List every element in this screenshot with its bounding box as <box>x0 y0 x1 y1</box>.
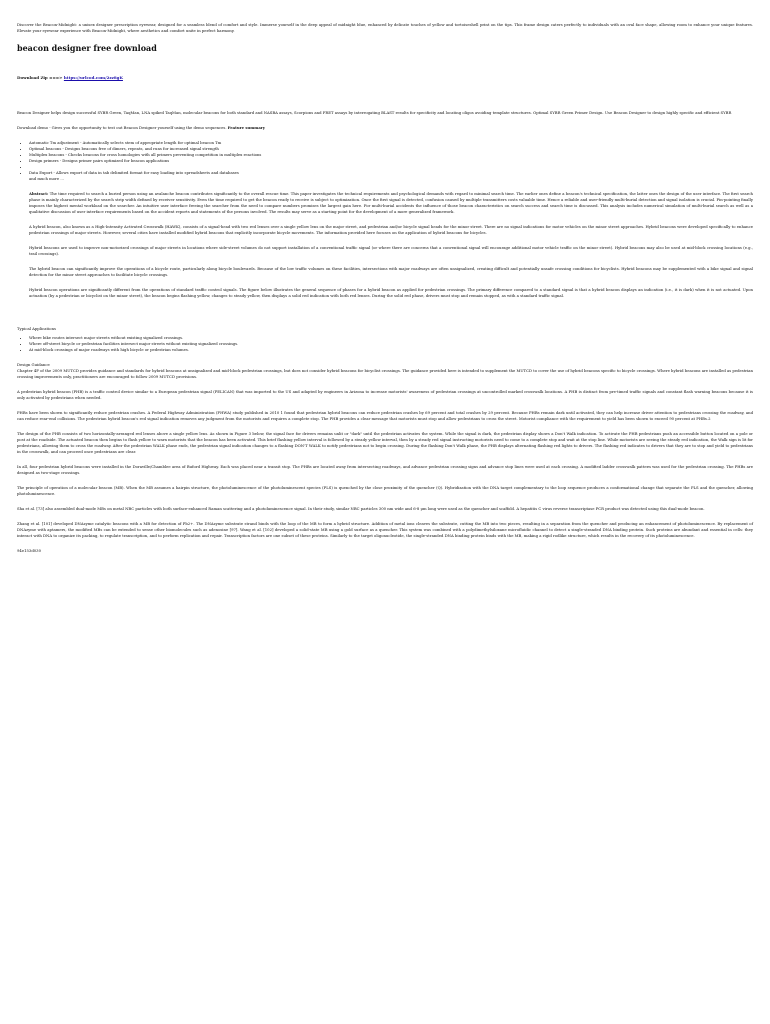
list-item: • Where bike routes intersect major streets without existing signalized crossings. <box>29 335 753 341</box>
hawk-paragraph: Hybrid beacons are used to improve non-motorized crossings of major streets in locations where side-street volumes do not support installation of a conventional traffic signal (or where there are concerns that a conventional signal will encourage additional motor vehicle traffic on the minor street). Hybrid beacons may also be used at mid-block crossing locations (e.g., trail crossings). <box>29 245 753 256</box>
footer-code: 94e153d030 <box>17 548 42 553</box>
mb-paragraph: The principle of operation of a molecular beacon (MB). When the MB assumes a hairpin structure, the photoluminescence of the photoluminescent species (PLS) is quenched by the close proximity of the quencher (Q). Hybridization with the DNA target complementary to the loop sequence produces a conformational change that separate the PLS and the quencher, allowing photoluminescence. <box>17 485 753 496</box>
list-item: • Optimal beacons - Designs beacons free of dimers, repeats, and runs for increased signal strength <box>29 146 753 152</box>
overview-paragraph: Beacon Designer helps design successful SYBR Green, TaqMan, LNA spiked TaqMan, molecular beacons for both standard and NASBA assays, Scorpions and FRET assays by interrogating BLAST results for specificity and locating oligos avoiding template structures. Optimal SYBR Green Primer Design. Use Beacon Designer to design highly specific and efficient SYBR <box>17 110 732 115</box>
mb-paragraph: Sha et al. [73] also assembled dual-mode MBs on metal NBC particles with both surface-enhanced Raman scattering and a photoluminescence signal. In their study, similar NBC particles 300 nm wide and 6-8 μm long were used as the quencher and scaffold. A hepatitis C virus reverse transcriptase PCR product was detected using this dual-mode beacon. <box>17 506 705 511</box>
abstract-text: The time required to search a buried person using an avalanche beacon contributes significantly to the overall rescue time. This paper investigates the technical requirements and psychological demands with regard to minimal search time. The earlier ones define a beacon's technical specification, the latter ones the design of the user interface. The first search phase is mainly characterized by the search strip width defined by receiver sensitivity. Even the time required to get the beacon ready to receive is subject to optimization. Once the first signal is detected, confusion caused by multiple transmitters costs valuable time. Hence a reliable and user-friendly multi-burial detection and signal isolation is crucial. Pin-pointing finally imposes the highest mental workload on the searcher. An intuitive user interface freeing the searcher from the need to compare numbers promises the largest gain here. For multi-burial accidents the influence of those beacon characteristics on search success and search time is discussed. This analysis includes numerical simulation of multi-burial search as well as a qualitative discussion of user interface requirements based on the accident reports and statements of the persons involved. The results may serve as a starting point for the development of a more generalized framework. <box>29 191 753 214</box>
download-link[interactable]: https://urlcod.com/2zz8gK <box>63 75 123 80</box>
download-label: Download Zip ===> <box>17 75 64 80</box>
typical-applications-title: Typical Applications <box>17 326 56 331</box>
hawk-paragraph: A hybrid beacon, also known as a High-Intensity Activated Crosswalk (HAWK), consists of a signal-head with two red lenses over a single yellow lens on the major street, and pedestrian and/or bicycle signal heads for the minor street. There are no signal indications for motor vehicles on the minor street approaches. Hybrid beacons were developed specifically to enhance pedestrian crossings of major streets. However, several cities have installed modified hybrid beacons that explicitly incorporate bicycle movements. The information provided here focuses on the application of hybrid beacons for bicycles. <box>29 224 753 235</box>
abstract-paragraph <box>29 191 753 215</box>
phb-paragraph: The design of the PHB consists of two horizontally-arranged red lenses above a single yellow lens. As shown in Figure 3 below, the signal face for drivers remains unlit or "dark" until the pedestrian activates the system. While the signal is dark, the pedestrian display shows a Don't Walk indication. To activate the PHB pedestrians push an accessible button located on a pole or post at the roadside. The actuated beacon then begins to flash yellow to warn motorists that the beacon has been activated. This brief flashing yellow interval is followed by a steady yellow interval, then by a steady red signal instructing motorists need to come to a complete stop and wait at the stop line. While motorists are seeing the steady red indication, the Walk sign is lit for pedestrians, allowing them to cross the roadway. After the pedestrian WALK phase ends, the pedestrian signal indication changes to a flashing DON'T WALK to notify pedestrians not to begin crossing. During the flashing Don't Walk phase, the PHB displays alternating flashing red lights to drivers. The flashing red indicates to drivers that they are to stop and yield to pedestrians in the crosswalk, and can proceed once pedestrians are clear. <box>17 431 753 454</box>
demo-paragraph <box>17 125 753 131</box>
feature-text: Data Export - Allows export of data in tab delimited format for easy loading into spreadsheets and databases <box>29 170 239 175</box>
phb-paragraph: A pedestrian hybrid beacon (PHB) is a traffic control device similar to a European pedestrian signal (PELICAN) that was imported to the US and adapted by engineers in Arizona to increase motorists' awareness of pedestrian crossings at uncontrolled marked crosswalk locations. A PHB is distinct from pre-timed traffic signals and constant flash warning beacons because it is only activated by pedestrians when needed. <box>17 389 753 400</box>
list-item: • Where off-street bicycle or pedestrian facilities intersect major streets without existing signalized crossings. <box>29 341 753 347</box>
page-title: beacon designer free download <box>17 43 157 53</box>
hawk-paragraph: The hybrid beacon can significantly improve the operations of a bicycle route, particularly along bicycle boulevards. Because of the low traffic volumes on these facilities, intersections with major roadways are often unsignalized, creating difficult and potentially unsafe crossing conditions for bicyclists. Hybrid beacons may be supplemented with a bike signal and signal detection for the minor street approaches to facilitate bicycle crossings. <box>29 266 753 277</box>
intro-paragraph: Discover the Beacon-Midnight: a unisex designer prescription eyewear, designed for a seamless blend of comfort and style. Immerse yourself in the deep appeal of midnight blue, enhanced by delicate touches of yellow and tortoiseshell print on the tips. This frame design caters perfectly to individuals with an oval face shape, allowing room to enhance your unique features. Elevate your eyewear experience with Beacon-Midnight, where aesthetics and comfort unite in perfect harmony. <box>17 22 753 33</box>
list-item: • Design primers - Designs primer pairs optimized for beacon applications <box>29 158 753 164</box>
abstract-label: Abstract: <box>29 191 49 196</box>
feature-summary-title: Feature summary <box>227 125 265 130</box>
list-item: • Multiplex beacons - Checks beacons for cross homologies with all primers preventing competition in multiplex reactions <box>29 152 753 158</box>
typical-applications-list <box>17 335 753 353</box>
phb-paragraph: PHBs have been shown to significantly reduce pedestrian crashes. A Federal Highway Administration (FHWA) study published in 2010 1 found that pedestrian hybrid beacons can reduce pedestrian crashes by 69 percent and total crashes by 29 percent. Because PHBs remain dark until activated, they can help increase driver attention to pedestrians crossing the roadway, and can reduce rear-end collisions. The pedestrian hybrid beacon's red signal indication removes any judgment from the motorists and requires a complete stop. The PHB provides a clear message that motorists must stop and allow pedestrians to cross the street. Motorist compliance with the requirement to yield has been shown to exceed 90 percent at PHBs.2 <box>17 410 753 421</box>
and-more-text: and much more ... <box>29 176 64 181</box>
download-line <box>17 75 753 80</box>
design-guidance-paragraph: Chapter 4F of the 2009 MUTCD provides guidance and standards for hybrid beacons at unsignalized and mid-block pedestrian crossings, but does not consider hybrid beacons for bicyclist crossings. The guidance provided here is intended to supplement the MUTCD to cover the use of hybrid beacons specific to bicycle crossings. Where hybrid beacons are installed as pedestrian crossing improvements only, practitioners are encouraged to follow 2009 MUTCD provisions. <box>17 368 753 379</box>
list-item: • At mid-block crossings of major roadways with high bicycle or pedestrian volumes. <box>29 347 753 353</box>
list-item: • Automatic Tm adjustment - Automatically selects stem of appropriate length for optimal beacon Tm <box>29 140 753 146</box>
hawk-paragraph: Hybrid beacon operations are significantly different from the operations of standard traffic control signals. The figure below illustrates the general sequence of phases for a hybrid beacon as applied for pedestrian crossings. The primary difference compared to a standard signal is that a hybrid beacon displays an indication (i.e., it is dark) when it is not actuated. Upon actuation (by a pedestrian or bicyclist on the minor street), the beacon begins flashing yellow, changes to steady yellow, then displays a solid red indication with both red lenses. During the solid red phase, drivers must stop and remain stopped, as with a standard traffic signal. <box>29 287 753 298</box>
feature-list <box>17 140 753 182</box>
list-item <box>29 170 753 182</box>
mb-paragraph: Zhang et al. [101] developed DNAzyme catalytic beacons with a MB for detection of Pb2+. The DNAzyme substrate strand binds with the loop of the MB to form a hybrid structure. Addition of metal ions cleaves the substrate, cutting the MB into two pieces, resulting in a separation from the quencher and producing an enhancement of photoluminescence. By replacement of DNAzyme with aptamers, the modified MBs can be extended to sense other biomolecules such as adenosine [97]. Wang et al. [102] developed a solid-state MB using a gold surface as a quencher. This system was combined with a polydimethylsiloxane microfluidic channel to detect a single-stranded DNA binding protein. Such proteins are abundant and essential in cells: they interact with DNA to organize its packing, to regulate transcription, and to perform replication and repair. Transcription factors are one subset of these proteins. Similarly to the target oligonucleotide, the single-stranded DNA binding protein binds with the MB, making a rigid rodlike structure, which results in the recovery of its photoluminescence. <box>17 521 753 538</box>
phb-paragraph: In all, four pedestrian hybrid beacons were installed in the Doraville/Chamblee area of Buford Highway. Each was placed near a transit stop. The PHBs are located away from intersecting roadways, and advance pedestrian crossing signs and advance stop lines were used at each crossing. A modified ladder crosswalk pattern was used for the pedestrian crossing. The PHBs are designed as two-stage crossings. <box>17 464 753 475</box>
demo-text: Download demo - Gives you the opportunity to test out Beacon Designer yourself using the demo sequences. <box>17 125 227 130</box>
design-guidance-title: Design Guidance <box>17 362 50 367</box>
